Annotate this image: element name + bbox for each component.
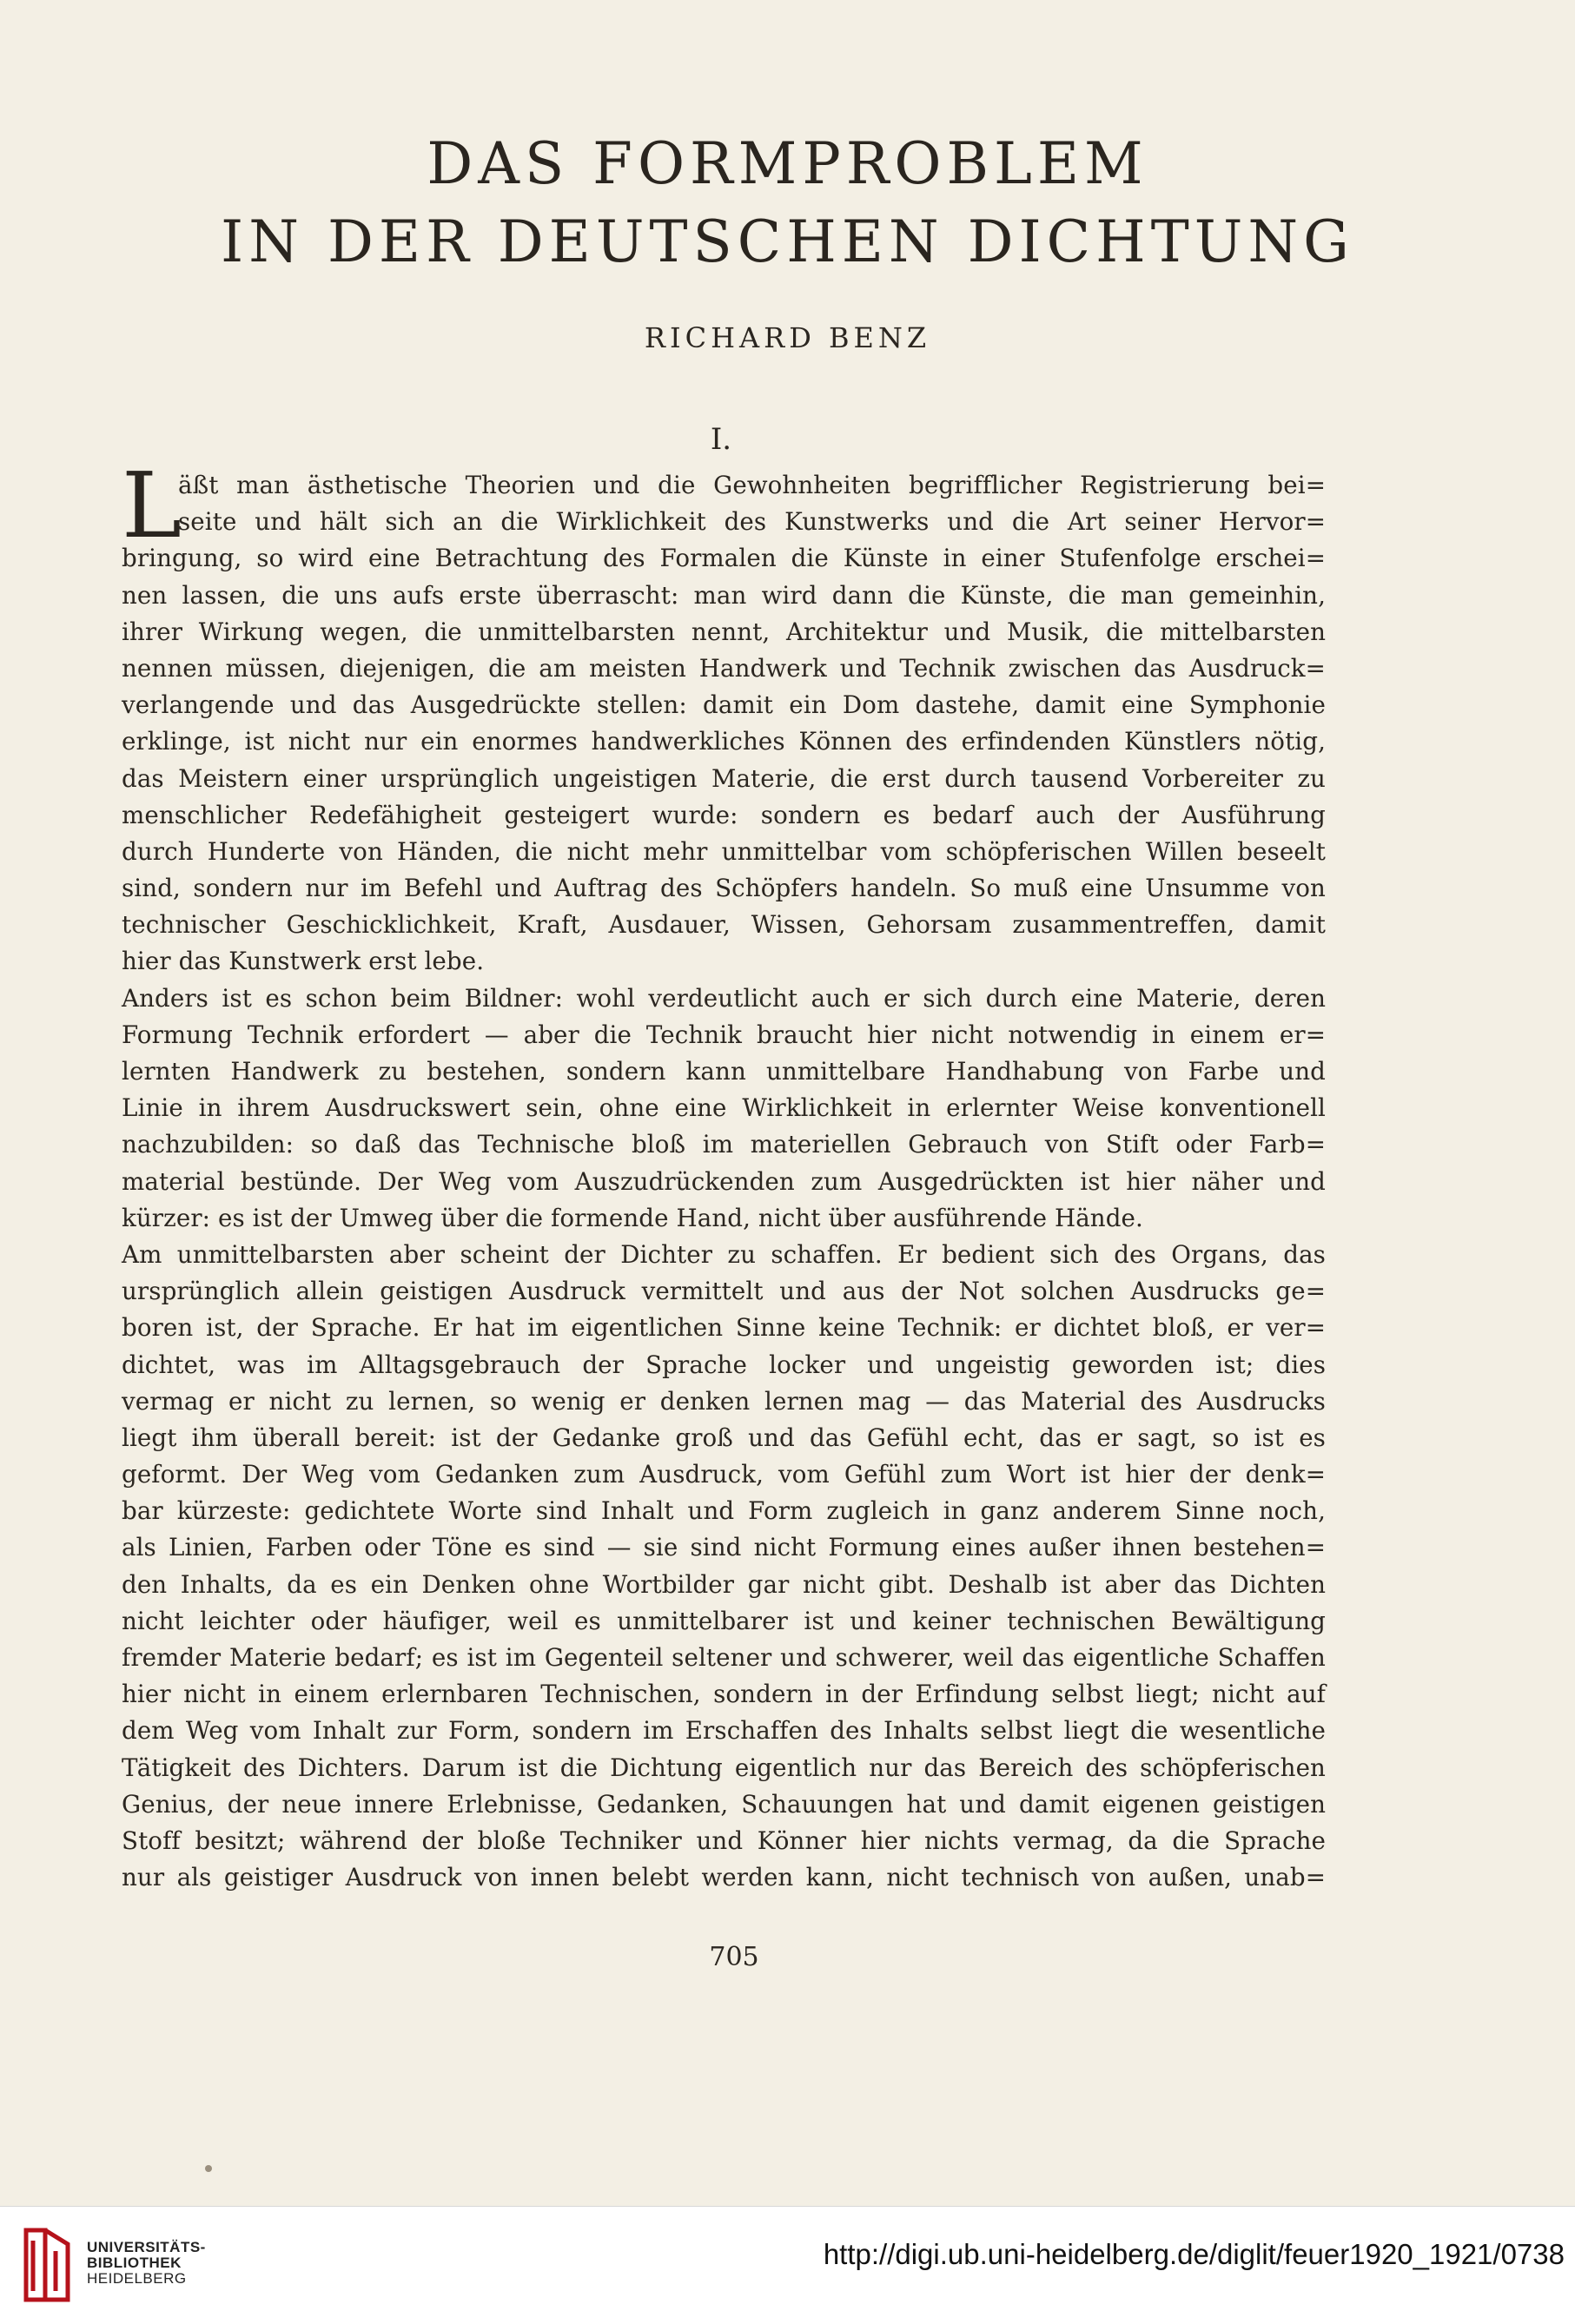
text-line: verlangende und das Ausgedrückte stellen: damit ein Dom dastehe, damit eine Symphonie xyxy=(122,690,1326,720)
page-number: 705 xyxy=(709,1942,759,1972)
library-name xyxy=(87,2240,206,2287)
text-line: nen lassen, die uns aufs erste überrascht: man wird dann die Künste, die man gemeinhin, xyxy=(122,580,1326,610)
text-line: als Linien, Farben oder Töne es sind — sie sind nicht Formung eines außer ihnen bestehen= xyxy=(122,1533,1326,1562)
ink-dot xyxy=(205,2165,212,2172)
text-line: nachzubilden: so daß das Technische bloß im materiellen Gebrauch von Stift oder Farb= xyxy=(122,1130,1326,1159)
text-line: Stoff besitzt; während der bloße Techniker und Könner hier nichts vermag, da die Sprache xyxy=(122,1826,1326,1855)
text-line: material bestünde. Der Weg vom Auszudrückenden zum Ausgedrückten ist hier näher und xyxy=(122,1166,1326,1196)
text-line: Tätigkeit des Dichters. Darum ist die Dichtung eigentlich nur das Bereich des schöpferischen xyxy=(122,1753,1326,1782)
library-name-line-3: HEIDELBERG xyxy=(87,2270,187,2287)
text-line: nur als geistiger Ausdruck von innen belebt werden kann, nicht technisch von außen, unab= xyxy=(122,1863,1326,1892)
text-line: nennen müssen, diejenigen, die am meisten Handwerk und Technik zwischen das Ausdruck= xyxy=(122,653,1326,683)
text-line: hier nicht in einem erlernbaren Technischen, sondern in der Erfindung selbst liegt; nicht auf xyxy=(122,1680,1326,1709)
text-line: ihrer Wirkung wegen, die unmittelbarsten nennt, Architektur und Musik, die mittelbarsten xyxy=(122,617,1326,646)
text-line: nicht leichter oder häufiger, weil es unmittelbarer ist und keiner technischen Bewältigung xyxy=(122,1606,1326,1635)
text-line: den Inhalts, da es ein Denken ohne Wortbilder gar nicht gibt. Deshalb ist aber das Dichten xyxy=(122,1569,1326,1599)
title-line-1: DAS FORMPROBLEM xyxy=(427,130,1148,197)
text-line: sind, sondern nur im Befehl und Auftrag des Schöpfers handeln. So muß eine Unsumme von xyxy=(122,874,1326,903)
text-line: liegt ihm überall bereit: ist der Gedanke groß und das Gefühl echt, das er sagt, so ist es xyxy=(122,1423,1326,1452)
text-line: geformt. Der Weg vom Gedanken zum Ausdruck, vom Gefühl zum Wort ist hier der denk= xyxy=(122,1460,1326,1489)
text-line: erklinge, ist nicht nur ein enormes handwerkliches Können des erfindenden Künstlers nötig, xyxy=(122,727,1326,756)
text-line: kürzer: es ist der Umweg über die formende Hand, nicht über ausführende Hände. xyxy=(122,1203,1143,1232)
library-name-line-2: BIBLIOTHEK xyxy=(87,2255,182,2271)
text-line: ursprünglich allein geistigen Ausdruck vermittelt und aus der Not solchen Ausdrucks ge= xyxy=(122,1277,1326,1306)
university-library-logo-icon xyxy=(19,2222,75,2308)
text-line: lernten Handwerk zu bestehen, sondern kann unmittelbare Handhabung von Farbe und xyxy=(122,1057,1326,1086)
text-line: hier das Kunstwerk erst lebe. xyxy=(122,947,485,976)
author: RICHARD BENZ xyxy=(644,321,931,354)
text-line: äßt man ästhetische Theorien und die Gewohnheiten begrifflicher Registrierung bei= xyxy=(178,471,1326,499)
text-line: boren ist, der Sprache. Er hat im eigentlichen Sinne keine Technik: er dichtet bloß, er ver= xyxy=(122,1313,1326,1343)
drop-cap: L xyxy=(122,452,182,558)
text-line: Anders ist es schon beim Bildner: wohl verdeutlicht auch er sich durch eine Materie, deren xyxy=(122,983,1326,1013)
text-line: vermag er nicht zu lernen, so wenig er denken lernen mag — das Material des Ausdrucks xyxy=(122,1386,1326,1416)
text-line: bringung, so wird eine Betrachtung des Formalen die Künste in einer Stufenfolge erschei= xyxy=(122,544,1326,573)
library-name-line-1: UNIVERSITÄTS- xyxy=(87,2239,206,2255)
title-line-2: IN DER DEUTSCHEN DICHTUNG xyxy=(221,208,1354,275)
text-line: menschlicher Redefähigheit gesteigert wurde: sondern es bedarf auch der Ausführung xyxy=(122,800,1326,829)
text-line: das Meistern einer ursprünglich ungeistigen Materie, die erst durch tausend Vorbereiter zu xyxy=(122,763,1326,793)
section-number: I. xyxy=(710,422,732,457)
text-line: Formung Technik erfordert — aber die Technik braucht hier nicht notwendig in einem er= xyxy=(122,1020,1326,1049)
text-line: durch Hunderte von Händen, die nicht mehr unmittelbar vom schöpferischen Willen beseelt xyxy=(122,836,1326,866)
text-line: dem Weg vom Inhalt zur Form, sondern im Erschaffen des Inhalts selbst liegt die wesentliche xyxy=(122,1716,1326,1746)
article-body xyxy=(122,452,1326,1896)
text-line: bar kürzeste: gedichtete Worte sind Inhalt und Form zugleich in ganz anderem Sinne noch, xyxy=(122,1496,1326,1526)
text-line: Genius, der neue innere Erlebnisse, Gedanken, Schauungen hat und damit eigenen geistigen xyxy=(122,1789,1326,1819)
text-line: Linie in ihrem Ausdruckswert sein, ohne eine Wirklichkeit in erlernter Weise konventionell xyxy=(122,1093,1326,1123)
footer-bar xyxy=(0,2206,1575,2324)
text-line: dichtet, was im Alltagsgebrauch der Sprache locker und ungeistig geworden ist; dies xyxy=(122,1350,1326,1379)
text-line: technischer Geschicklichkeit, Kraft, Ausdauer, Wissen, Gehorsam zusammentreffen, damit xyxy=(122,910,1326,940)
text-line: Am unmittelbarsten aber scheint der Dichter zu schaffen. Er bedient sich des Organs, das xyxy=(122,1239,1326,1269)
text-line: fremder Materie bedarf; es ist im Gegenteil seltener und schwerer, weil das eigentliche Schaffen xyxy=(122,1643,1326,1672)
permalink-url[interactable]: http://digi.ub.uni-heidelberg.de/diglit/feuer1920_1921/0738 xyxy=(823,2238,1565,2270)
text-line: seite und hält sich an die Wirklichkeit des Kunstwerks und die Art seiner Hervor= xyxy=(178,507,1326,537)
